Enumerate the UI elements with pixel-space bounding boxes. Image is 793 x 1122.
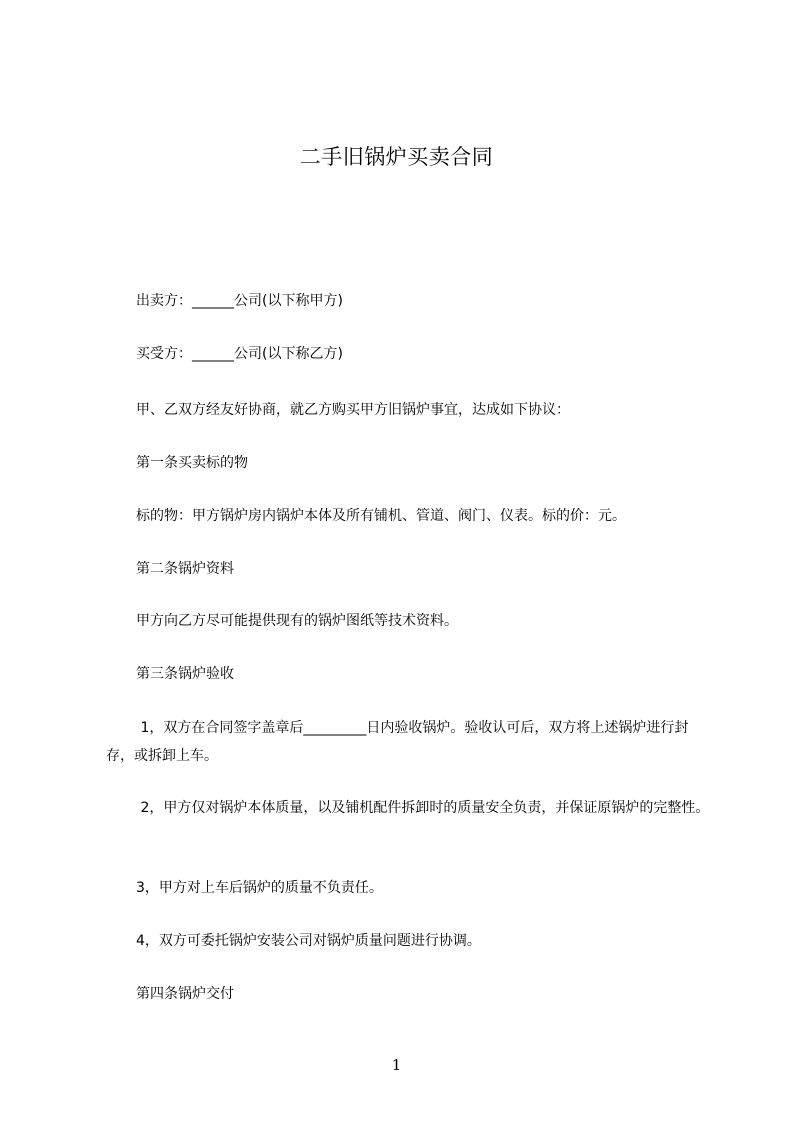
article-1-heading: 第一条买卖标的物 — [136, 455, 248, 471]
article-3-item-3: 3，甲方对上车后锅炉的质量不负责任。 — [136, 880, 383, 896]
document-title: 二手旧锅炉买卖合同 — [299, 145, 494, 169]
article-2-heading: 第二条锅炉资料 — [136, 561, 234, 577]
article-1-text: 标的物：甲方锅炉房内锅炉本体及所有铺机、管道、阀门、仪表。标的价：元。 — [136, 508, 626, 524]
article-3-item-1: 1，双方在合同签字盖章后_________日内验收锅炉。验收认可后，双方将上述锅炉进行封存，或拆卸上车。 — [106, 720, 689, 764]
article-2-text: 甲方向乙方尽可能提供现有的锅炉图纸等技术资料。 — [136, 613, 458, 629]
buyer-line: 买受方：______公司(以下称乙方) — [136, 346, 343, 362]
preamble-paragraph: 甲、乙双方经友好协商，就乙方购买甲方旧锅炉事宜，达成如下协议： — [136, 402, 570, 418]
article-3-item-4: 4，双方可委托锅炉安装公司对锅炉质量问题进行协调。 — [136, 933, 481, 949]
article-3-heading: 第三条锅炉验收 — [136, 666, 234, 682]
article-4-heading: 第四条锅炉交付 — [136, 986, 234, 1002]
seller-line: 出卖方：______公司(以下称甲方) — [136, 293, 343, 309]
article-3-item-2: 2，甲方仅对锅炉本体质量，以及铺机配件拆卸时的质量安全负责，并保证原锅炉的完整性。 — [136, 800, 710, 816]
page-number: 1 — [391, 1056, 402, 1074]
